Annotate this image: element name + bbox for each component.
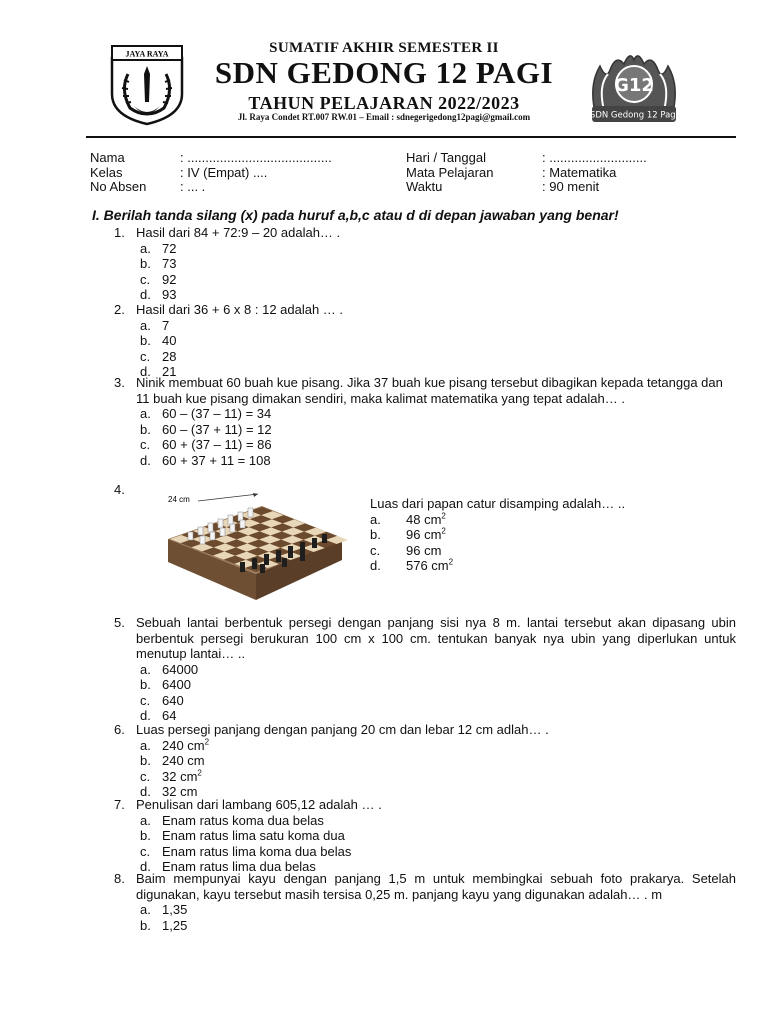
option-b	[140, 753, 736, 769]
option-value	[406, 512, 446, 528]
option-letter: a.	[140, 812, 151, 828]
question-number: 4.	[114, 482, 125, 497]
option-value	[162, 738, 209, 754]
hari-label: Hari / Tanggal	[406, 150, 486, 165]
option-unit: 96 cm	[406, 542, 442, 558]
option-c	[140, 437, 736, 453]
option-a	[140, 406, 736, 422]
info-row-2	[90, 166, 740, 181]
student-info-block	[90, 151, 740, 195]
option-b	[370, 527, 730, 543]
mapel-label: Mata Pelajaran	[406, 164, 494, 180]
question-4	[370, 496, 730, 574]
question-text: Sebuah lantai berbentuk persegi dengan panjang sisi nya 8 m. lantai tersebut akan dipasang ubin berbentuk persegi berukuran 100 cm x 100 cm. tentukan banyak nya ubin yang diperlukan untuk menutup lantai… ..	[136, 615, 736, 661]
question-5	[114, 615, 736, 724]
option-letter: c.	[140, 271, 151, 287]
option-value: 40	[162, 333, 177, 348]
option-c	[140, 349, 736, 365]
question-number: 8.	[114, 871, 125, 886]
option-value: 60 + 37 + 11 = 108	[162, 452, 271, 468]
dimension-arrow	[198, 494, 258, 501]
option-value	[406, 558, 453, 574]
absen-value: : ... .	[180, 179, 206, 194]
option-a	[140, 318, 736, 334]
question-3	[114, 375, 736, 468]
option-letter: b.	[140, 753, 151, 768]
option-value: 64	[162, 708, 177, 723]
mapel-value: : Matematika	[542, 164, 617, 180]
option-value: 60 + (37 – 11) = 86	[162, 437, 272, 452]
option-letter: b.	[140, 917, 151, 933]
option-letter: a.	[370, 511, 381, 527]
option-letter: d.	[140, 364, 151, 379]
option-d	[140, 453, 736, 469]
school-address: Jl. Raya Condet RT.007 RW.01 – Email : sdnegerigedong12pagi@gmail.com	[237, 112, 531, 122]
question-number: 2.	[114, 302, 125, 317]
option-a	[140, 241, 736, 257]
question-2	[114, 302, 736, 380]
option-value	[406, 543, 441, 559]
option-d	[370, 558, 730, 574]
option-value: Enam ratus lima satu koma dua	[162, 828, 345, 843]
question-8	[114, 871, 736, 933]
nama-value: : ........................................	[180, 150, 332, 165]
option-letter: b.	[370, 527, 381, 542]
option-letter: a.	[140, 737, 151, 753]
kelas-label: Kelas	[90, 164, 123, 180]
question-number: 7.	[114, 797, 125, 812]
option-value: 92	[162, 271, 177, 287]
option-letter: a.	[140, 240, 151, 256]
question-text: Ninik membuat 60 buah kue pisang. Jika 37 buah kue pisang tersebut dibagikan kepada tetangga dan 11 buah kue pisang dimakan sendiri, maka kalimat matematika yang tepat adalah… .	[136, 375, 723, 406]
option-letter: a.	[140, 661, 151, 677]
option-letter: d.	[140, 452, 151, 468]
section-instruction: I. Berilah tanda silang (x) pada huruf a,b,c atau d di depan jawaban yang benar!	[92, 207, 619, 223]
school-name: SDN GEDONG 12 PAGI	[214, 55, 554, 90]
waktu-value: : 90 menit	[542, 179, 600, 194]
option-letter: b.	[140, 677, 151, 692]
info-row-1	[90, 151, 740, 166]
question-text: Luas persegi panjang dengan panjang 20 cm dan lebar 12 cm adlah… .	[136, 722, 549, 737]
option-b	[140, 422, 736, 438]
question-7	[114, 797, 736, 875]
academic-year: TAHUN PELAJARAN 2022/2023	[248, 93, 520, 113]
option-unit: 32 cm	[162, 768, 198, 784]
logo-caption: SDN Gedong 12 Pagi	[589, 110, 679, 121]
option-value: 240 cm	[162, 753, 205, 768]
option-value: 21	[162, 364, 177, 379]
option-a	[370, 512, 730, 528]
question-text: Hasil dari 84 + 72:9 – 20 adalah… .	[136, 225, 341, 240]
option-value: 1,25	[162, 917, 188, 933]
option-letter: d.	[140, 287, 151, 302]
option-value: 28	[162, 348, 177, 364]
option-unit: 96 cm	[406, 527, 442, 542]
option-b	[140, 677, 736, 693]
question-text: Baim mempunyai kayu dengan panjang 1,5 m untuk membingkai sebuah foto prakarya. Setelah digunakan, kayu tersebut masih tersisa 0,25 m. panjang kayu yang digunakan adalah… . m	[136, 871, 736, 902]
option-letter: c.	[370, 542, 381, 558]
absen-label: No Absen	[90, 179, 147, 194]
option-value: 7	[162, 317, 170, 333]
exponent: 2	[204, 737, 210, 747]
option-value: 73	[162, 256, 177, 271]
option-value: 60 – (37 + 11) = 12	[162, 421, 272, 437]
exponent: 2	[197, 768, 202, 778]
g12-school-logo	[586, 46, 682, 128]
question-number: 3.	[114, 375, 125, 390]
option-letter: c.	[140, 843, 151, 859]
option-letter: a.	[140, 317, 151, 333]
option-value	[162, 769, 202, 785]
option-letter: b.	[140, 421, 151, 437]
question-text: Hasil dari 36 + 6 x 8 : 12 adalah … .	[136, 302, 344, 317]
waktu-label: Waktu	[406, 179, 443, 194]
option-unit: 576 cm	[406, 558, 449, 573]
option-c	[140, 693, 736, 709]
option-value: 72	[162, 240, 177, 256]
option-a	[140, 662, 736, 678]
option-unit: 48 cm	[406, 511, 442, 527]
option-a	[140, 738, 736, 754]
header-divider	[86, 136, 736, 138]
question-text: Penulisan dari lambang 605,12 adalah … .	[136, 797, 382, 812]
option-letter: a.	[140, 406, 151, 421]
option-letter: c.	[140, 348, 151, 364]
exam-title: SUMATIF AKHIR SEMESTER II	[269, 40, 499, 56]
option-c	[140, 844, 736, 860]
option-b	[140, 918, 736, 934]
option-letter: c.	[140, 768, 151, 784]
question-text: Luas dari papan catur disamping adalah… ..	[370, 496, 626, 511]
option-value: 6400	[162, 677, 191, 692]
logo-letters: G12	[614, 75, 654, 96]
option-value: Enam ratus koma dua belas	[162, 812, 324, 828]
option-d	[140, 287, 736, 303]
option-letter: b.	[140, 333, 151, 348]
option-value: 60 – (37 – 11) = 34	[162, 406, 272, 421]
option-value: Enam ratus lima koma dua belas	[162, 843, 352, 859]
option-c	[140, 769, 736, 785]
option-value: 640	[162, 692, 184, 708]
option-b	[140, 256, 736, 272]
option-c	[370, 543, 730, 559]
exponent: 2	[441, 511, 446, 521]
emblem-text: JAYA RAYA	[125, 49, 169, 59]
question-1	[114, 225, 736, 303]
option-value	[406, 527, 446, 543]
option-letter: c.	[140, 692, 151, 708]
kelas-value: : IV (Empat) ....	[180, 164, 268, 180]
option-a	[140, 813, 736, 829]
question-number: 5.	[114, 615, 125, 630]
option-letter: b.	[140, 256, 151, 271]
info-row-3	[90, 180, 740, 195]
option-letter: d.	[140, 859, 151, 874]
chessboard-image	[160, 492, 360, 607]
exponent: 2	[441, 526, 446, 536]
option-unit: 240 cm	[162, 737, 205, 753]
option-c	[140, 272, 736, 288]
chessboard-dimension-label: 24 cm	[168, 495, 190, 504]
option-value: 64000	[162, 661, 199, 677]
option-value: 93	[162, 287, 177, 302]
hari-value: : ...........................	[542, 150, 647, 165]
option-letter: c.	[140, 437, 151, 452]
option-letter: d.	[140, 784, 151, 799]
question-number: 6.	[114, 722, 125, 737]
option-value: 32 cm	[162, 784, 198, 799]
option-value: Enam ratus lima dua belas	[162, 859, 316, 874]
question-6	[114, 722, 736, 800]
option-letter: d.	[370, 558, 381, 573]
option-letter: b.	[140, 828, 151, 843]
option-b	[140, 828, 736, 844]
nama-label: Nama	[90, 150, 125, 165]
page-header	[0, 0, 768, 140]
option-letter: d.	[140, 708, 151, 723]
option-value: 1,35	[162, 902, 188, 917]
question-number: 1.	[114, 225, 125, 240]
option-b	[140, 333, 736, 349]
exponent: 2	[448, 557, 454, 567]
option-a	[140, 902, 736, 918]
option-letter: a.	[140, 902, 151, 917]
